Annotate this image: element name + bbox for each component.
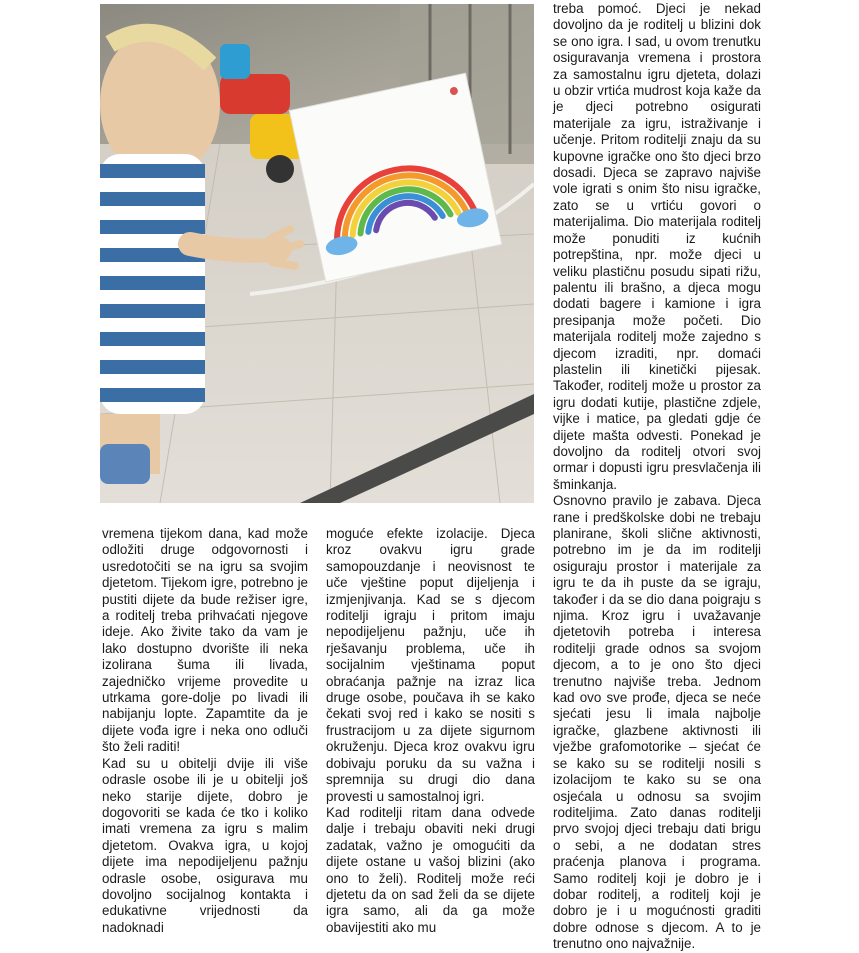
text-column-3	[553, 1, 761, 953]
paragraph: Kad roditelji ritam dana odvede dalje i trebaju obaviti neki drugi zadatak, važno je omogućiti da dijete ostane u vašoj blizini (ako ono to želi). Roditelj može reći djetetu da on sad želi da se dijete igra samo, ali da ga može obavijestiti ako mu	[326, 804, 535, 935]
text-column-2	[326, 526, 535, 936]
article-photo	[100, 4, 534, 503]
paragraph: vremena tijekom dana, kad može odložiti druge odgovornosti i usredotočiti se na igru sa svojim djetetom. Tijekom igre, potrebno je pustiti dijete da bude režiser igre, a roditelj treba prihvaćati njegove ideje. Ako živite tako da vam je lako dostupno dvorište ili neka izolirana šuma ili livada, zajedničko vrijeme provedite u utrkama gore-dolje po livadi ili nabijanju lopte. Zapamtite da je dijete vođa igre i neka ono odluči što želi raditi!	[102, 526, 308, 755]
paragraph: treba pomoć. Djeci je nekad dovoljno da je roditelj u blizini dok se ono igra. I sad, u ovom trenutku osiguravanja vremena i prostora za samostalnu igru djeteta, dolazi u obzir vrtića mudrost koja kaže da je djeci potrebno osigurati materijale za igru, istraživanje i učenje. Pritom roditelji znaju da su kupovne igračke ono što djeci brzo dosadi. Djeca se zapravo najviše vole igrati s onim što nisu igračke, zato se u vrtiću govori o materijalima. Dio materijala roditelj može ponuditi iz kućnih potrepština, npr. može djeci u veliku plastičnu posudu sipati rižu, palentu ili brašno, a djeca mogu dodati bagere i kamione i igra presipanja može početi. Dio materijala roditelj može zajedno s djecom izraditi, npr. domaći plastelin ili kinetički pijesak. Također, roditelj može u prostor za igru dodati kutije, plastične zdjele, vijke i matice, pa gledati gdje će dijete mašta odvesti. Ponekad je dovoljno da roditelj otvori svoj ormar i dopusti igru presvlačenja ili šminkanja.	[553, 1, 761, 492]
paragraph: Osnovno pravilo je zabava. Djeca rane i predškolske dobi ne trebaju planirane, školi slične aktivnosti, potrebno im je da im roditelji osiguraju prostor i materijale za igru te da ih puste da se igraju, također i da se dio dana poigraju s njima. Kroz igru i uvažavanje djetetovih potreba i interesa roditelji grade odnos sa svojom djecom, a to je ono što djeci trenutno najviše treba. Jednom kad ovo sve prođe, djeca se neće sjećati jesu li imala najbolje igračke, glazbene aktivnosti ili vježbe grafomotorike – sjećat će se kako su se roditelji nosili s izolacijom te kako su se ona osjećala u odnosu sa svojim roditeljima. Zato danas roditelji prvo svojoj djeci trebaju dati brigu o sebi, a ne dodatan stres praćenja planova i programa. Samo roditelj koji je dobro je i dobar roditelj, a roditelj koji je dobro je i u mogućnosti graditi dobre odnose s djecom. A to je trenutno ono najvažnije.	[553, 493, 761, 952]
paragraph: Kad su u obitelji dvije ili više odrasle osobe ili je u obitelji još neko starije dijete, dobro je dogovoriti se kada će tko i koliko imati vremena za igru s malim djetetom. Ovakva igra, u kojoj dijete ima nepodijeljenu pažnju odrasle osobe, osigurava mu dovoljno socijalnog kontakta i edukativne vrijednosti da nadoknadi	[102, 755, 308, 935]
paragraph: moguće efekte izolacije. Djeca kroz ovakvu igru grade samopouzdanje i neovisnost te uče vještine poput dijeljenja i izmjenjivanja. Kad se s djecom roditelji igraju i pritom imaju nepodijeljenu pažnju, uče ih rješavanju problema, uče ih socijalnim vještinama poput obraćanja pažnje na izraz lica druge osobe, poučava ih se kako čekati svoj red i kako se nositi s frustracijom u za dijete sigurnom okruženju. Djeca kroz ovakvu igru dobivaju poruku da su važna i spremnija su drugi dio dana provesti u samostalnoj igri.	[326, 526, 535, 804]
text-column-1	[102, 526, 308, 936]
